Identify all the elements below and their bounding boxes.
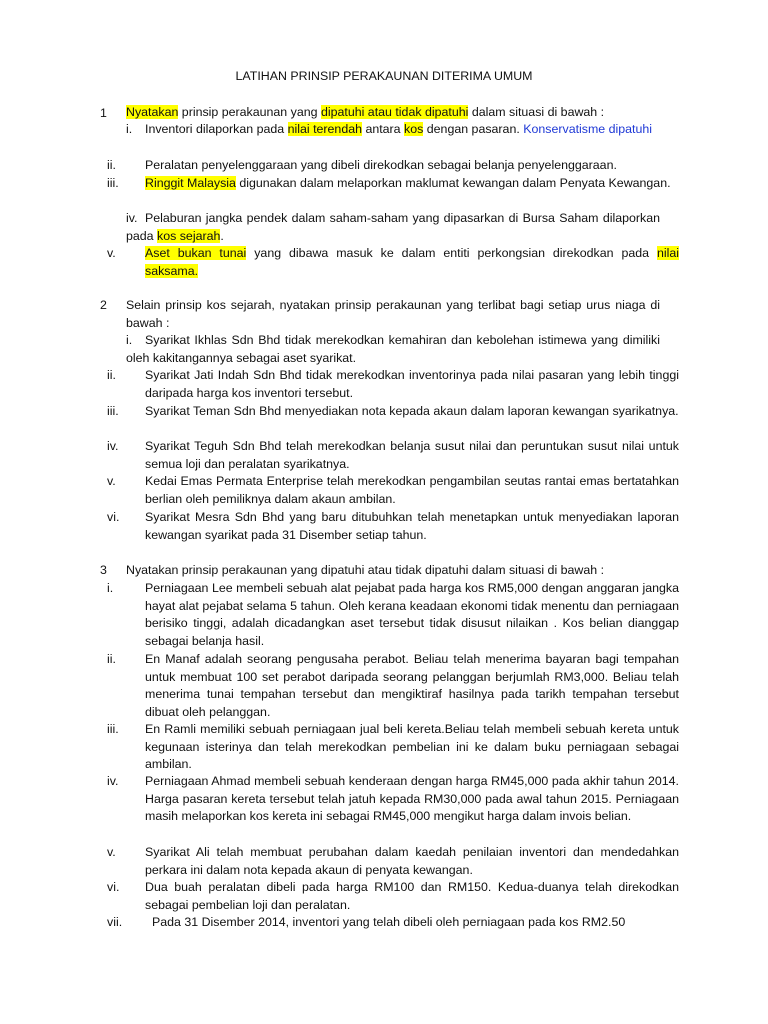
q2-item-ii-text: Syarikat Jati Indah Sdn Bhd tidak merekodkan inventorinya pada nilai pasaran yang lebih tinggi daripada harga kos inventori tersebut. (145, 368, 679, 400)
q1-intro-text-1: prinsip perakaunan yang (178, 105, 321, 119)
q3-item-vi-text: Dua buah peralatan dibeli pada harga RM100 dan RM150. Kedua-duanya telah direkodkan sebagai pembelian loji dan peralatan. (145, 880, 679, 912)
q3-item-i (107, 580, 679, 650)
q1-item-iv-number: iv. (126, 211, 138, 225)
q3-item-ii (107, 651, 679, 721)
q3-item-vii (107, 914, 679, 932)
q3-item-iii-number: iii. (107, 722, 119, 736)
q1-item-i-highlight-2: kos (404, 122, 424, 136)
q3-item-vi-number: vi. (107, 880, 120, 894)
q2-item-iii (107, 403, 679, 421)
q2-item-vi-number: vi. (107, 510, 120, 524)
q1-item-v-text: yang dibawa masuk ke dalam entiti perkongsian direkodkan pada (246, 246, 657, 260)
q2-item-iii-text: Syarikat Teman Sdn Bhd menyediakan nota kepada akaun dalam laporan kewangan syarikatnya. (145, 404, 679, 418)
q3-item-v (107, 844, 679, 879)
q1-item-iv-highlight: kos sejarah (157, 228, 221, 243)
q1-item-iv-text-1: Pelaburan jangka pendek dalam saham-saham yang dipasarkan di Bursa Saham dilaporkan pada (126, 211, 660, 243)
q2-item-i-number: i. (126, 333, 133, 347)
q1-item-ii-text: Peralatan penyelenggaraan yang dibeli direkodkan sebagai belanja penyelenggaraan. (145, 158, 617, 172)
q1-item-i-text-2: antara (362, 122, 405, 136)
q3-item-iii (107, 721, 679, 774)
q3-item-ii-text: En Manaf adalah seorang pengusaha perabot. Beliau telah menerima bayaran bagi tempahan untuk membuat 100 set perabot daripada seorang pelanggan berjumlah RM3,000. Beliau telah menerima tunai tempahan tersebut dan mengiktiraf hasilnya pada tarikh tempahan tersebut dibuat oleh pelanggan. (145, 652, 679, 719)
q1-item-i-text-1: Inventori dilaporkan pada (145, 122, 288, 136)
q1-item-i (126, 121, 660, 139)
q3-item-v-text: Syarikat Ali telah membuat perubahan dalam kaedah penilaian inventori dan mendedahkan perkara ini dalam nota kepada akaun di penyata kewangan. (145, 845, 679, 877)
q1-item-iii-number: iii. (107, 176, 119, 190)
q1-item-v-number: v. (107, 246, 116, 260)
q1-intro-text-2: dalam situasi di bawah : (468, 105, 605, 119)
q2-item-ii (107, 367, 679, 402)
q1-intro-highlight-1: Nyatakan (126, 105, 179, 119)
q2-item-iv-text: Syarikat Teguh Sdn Bhd telah merekodkan belanja susut nilai dan peruntukan susut nilai untuk semua loji dan peralatan syarikatnya. (145, 439, 679, 471)
q2-item-iv (107, 438, 679, 473)
q2-item-v (107, 473, 679, 508)
q3-item-vii-number: vii. (107, 915, 123, 929)
question-3-intro: Nyatakan prinsip perakaunan yang dipatuhi atau tidak dipatuhi dalam situasi di bawah : (126, 563, 605, 577)
q1-item-iv (126, 210, 660, 245)
q2-item-i-text: Syarikat Ikhlas Sdn Bhd tidak merekodkan kemahiran dan kebolehan istimewa yang dimiliki oleh kakitangannya sebagai aset syarikat. (126, 333, 660, 365)
q3-item-iv (107, 773, 679, 826)
q1-item-v-highlight-1: Aset bukan tunai (145, 246, 247, 260)
q3-item-vi (107, 879, 679, 914)
q1-item-i-annotation: Konservatisme dipatuhi (523, 122, 653, 136)
q3-item-iv-text: Perniagaan Ahmad membeli sebuah kenderaan dengan harga RM45,000 pada akhir tahun 2014. Harga pasaran kereta tersebut telah jatuh kepada RM30,000 pada awal tahun 2015. Perniagaan masih melaporkan kos kereta ini sebagai RM45,000 mengikut harga dalam invois belian. (145, 774, 679, 823)
q3-item-iv-number: iv. (107, 774, 119, 788)
question-1-intro (126, 104, 660, 122)
q2-item-ii-number: ii. (107, 368, 116, 382)
q1-item-i-text-3: dengan pasaran. (423, 122, 524, 136)
q2-item-vi-text: Syarikat Mesra Sdn Bhd yang baru ditubuhkan telah menetapkan untuk menyediakan laporan kewangan syarikat pada 31 Disember setiap tahun. (145, 510, 679, 542)
question-3-number: 3 (100, 563, 107, 577)
q1-item-v-highlight-2: nilai saksama. (145, 246, 680, 278)
q3-item-vii-text: Pada 31 Disember 2014, inventori yang telah dibeli oleh perniagaan pada kos RM2.50 (152, 915, 626, 929)
q1-item-iv-text-2: . (220, 228, 224, 243)
q2-item-iii-number: iii. (107, 404, 119, 418)
q2-item-vi (107, 509, 679, 544)
q3-item-i-number: i. (107, 581, 114, 595)
q1-item-ii (107, 157, 679, 175)
q1-item-v (107, 245, 680, 280)
q3-item-ii-number: ii. (107, 652, 116, 666)
q1-item-iii-text: digunakan dalam melaporkan maklumat kewangan dalam Penyata Kewangan. (235, 176, 671, 190)
page-title: LATIHAN PRINSIP PERAKAUNAN DITERIMA UMUM (235, 69, 533, 83)
q1-item-ii-number: ii. (107, 158, 116, 172)
q1-item-iii (107, 175, 679, 193)
q1-intro-highlight-2: dipatuhi atau tidak dipatuhi (320, 105, 469, 119)
q3-item-i-text: Perniagaan Lee membeli sebuah alat pejabat pada harga kos RM5,000 dengan anggaran jangka hayat alat pejabat selama 5 tahun. Oleh kerana keadaan ekonomi tidak menentu dan perniagaan berisiko tinggi, adalah dicadangkan aset tersebut tidak disusut nilaikan . Kos belian dianggap sebagai belanja hasil. (145, 581, 679, 648)
question-2-intro: Selain prinsip kos sejarah, nyatakan prinsip perakaunan yang terlibat bagi setiap urus niaga di bawah : (126, 298, 660, 330)
q1-item-i-number: i. (126, 122, 133, 136)
q2-item-v-number: v. (107, 474, 116, 488)
question-1-number: 1 (100, 106, 107, 120)
q3-item-v-number: v. (107, 845, 116, 859)
q1-item-i-highlight-1: nilai terendah (287, 122, 362, 136)
q2-item-v-text: Kedai Emas Permata Enterprise telah merekodkan pengambilan seutas rantai emas bertatahkan berlian oleh pemiliknya dalam akaun ambilan. (145, 474, 679, 506)
q2-item-i (126, 332, 660, 367)
question-2-number: 2 (100, 298, 107, 312)
q2-item-iv-number: iv. (107, 439, 119, 453)
q1-item-iii-highlight: Ringgit Malaysia (145, 176, 236, 190)
q3-item-iii-text: En Ramli memiliki sebuah perniagaan jual beli kereta.Beliau telah membeli sebuah kereta untuk kegunaan isterinya dan telah merekodkan pembelian ini ke dalam buku perniagaan sebagai ambilan. (145, 722, 679, 771)
